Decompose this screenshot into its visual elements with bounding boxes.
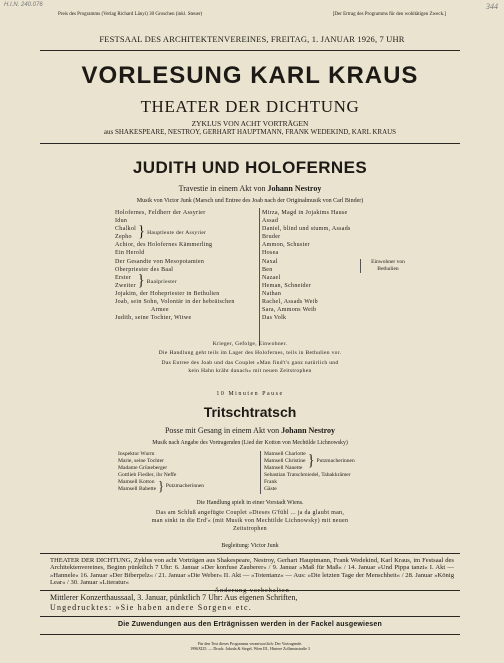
play1-music-note: Musik von Victor Junk (Marsch und Entree des Joab nach der Originalmusik von Carl Binder): [136, 198, 364, 204]
imprint-line1: Für den Text dieses Programms verantwortlich: Der Vortragende.: [197, 641, 303, 646]
divider: [40, 590, 460, 591]
cast-group-priests: [115, 274, 253, 290]
play2-author: Johann Nestroy: [281, 426, 336, 435]
divider: [40, 143, 460, 144]
cast-member: Mamsell Kotton: [118, 479, 155, 486]
cast-member: Erster: [115, 274, 132, 281]
series-title: THEATER DER DICHTUNG: [140, 97, 360, 116]
play1-author: Johann Nestroy: [267, 184, 322, 193]
play1-subtitle: [40, 184, 460, 193]
cast-member: Daniel, blind und stumm, Assads Bruder: [262, 226, 351, 241]
brace: }: [158, 478, 164, 495]
accompaniment: Begleitung: Victor Junk: [221, 543, 279, 549]
play1-location: Die Handlung geht teils im Lager des Holofernes, teils in Bethulien vor.: [158, 350, 342, 356]
cycle-note: Änderung vorbehalten: [214, 586, 290, 594]
cast-group-captains: [115, 225, 253, 241]
inhabitants-label: Einwohner von Bethulien: [360, 259, 413, 273]
play1-cast-left: [115, 209, 253, 322]
series-subtitle: ZYKLUS VON ACHT VORTRÄGEN: [191, 119, 309, 128]
cast-member: Oberpriester des Baal: [115, 266, 174, 273]
fackel-note: Die Zuwendungen aus den Erträgnissen werden in der Fackel ausgewiesen: [118, 621, 382, 628]
play2-cast-left: [118, 451, 253, 494]
play2-couplet-line2: man sinkt in die Erd'« (mit Musik von Mechtilde Lichnowsky) mit neuen: [151, 518, 349, 524]
archive-mark: H.I.N. 240.076: [4, 2, 43, 8]
cast-member: Naxal: [262, 258, 278, 265]
cast-member: Gäste: [260, 486, 420, 493]
cast-member: Nathan: [262, 290, 282, 297]
play2-couplet-line3: Zeitstrophen: [233, 526, 267, 532]
concert-line1: Mittlerer Konzerthaussaal, 3. Januar, pünktlich 7 Uhr: Aus eigenen Schriften,: [50, 593, 298, 602]
cast-member: Jojakim, der Hohepriester in Bethulien: [115, 290, 220, 297]
cast-member: Assad: [262, 218, 279, 225]
cast-member: Zweiter: [115, 282, 136, 289]
cycle-text: THEATER DER DICHTUNG, Zyklus von acht Vorträgen aus Shakespeare, Nestroy, Gerhart Hauptmann, Frank Wedekind, Karl Kraus, im Festsaal des Architektenvereines, Beginn pünktlich 7 Uhr: 6. Januar »Der konfuse Zauberer« / 9. Januar »Maß für Maß« / 14. Januar »Und Pippa tanzt« I. Akt — »Hannele« 16. Januar »Der Biberpelz« / 21. Januar »Die Weber« II. Akt — »Totentanz« — Aus: »Die letzten Tage der Menschheit« / 28. Januar »König Lear« / 30. Januar »Literatur«: [50, 557, 454, 587]
brace: }: [137, 273, 145, 290]
imprint: [40, 641, 460, 651]
cast-member: Idun: [115, 218, 128, 225]
cast-member: Nazael: [262, 274, 281, 281]
cast-member: Mamsell Babette: [118, 486, 157, 493]
play1-couplet-line2: kein Hahn kräht danach« mit neuen Zeitstrophen: [188, 368, 312, 374]
venue-date-line: FESTSAAL DES ARCHITEKTENVEREINES, FREITAG, 1. JANUAR 1926, 7 UHR: [99, 34, 405, 44]
divider: [40, 634, 460, 635]
cast-member: Mamsell Christine: [264, 458, 306, 465]
cast-member: Ben: [262, 266, 273, 273]
play1-couplet-line1: Das Entree des Joab und das Couplet »Man find't's ganz natürlich und: [161, 360, 339, 366]
cast-group-label: Putzmacherinnen: [316, 458, 355, 465]
play2-title: Tritschtratsch: [203, 404, 297, 420]
top-note: [58, 12, 446, 17]
cast-member: Zepho: [115, 234, 132, 241]
play2-music-note: Musik nach Angabe des Vortragenden (Lied der Kotton von Mechtilde Lichnowsky): [152, 440, 348, 446]
play2-location: Die Handlung spielt in einer Vorstadt Wiens.: [196, 500, 304, 506]
cast-group-label: Baalpriester: [146, 278, 177, 285]
cast-group-milliners: [118, 479, 253, 493]
cast-group-label: Putzmacherinnen: [165, 482, 205, 489]
proceeds-note: [Der Ertrag des Programms für den wohltätigen Zweck.]: [332, 12, 446, 17]
cast-member: Rachel, Assads Weib: [262, 299, 318, 306]
cast-member: Hosea: [262, 250, 279, 257]
cast-member: Mamsell Nanette: [264, 465, 303, 472]
imprint-line2: 1996XI25. — Druck: Jahoda & Siegel, Wien III., Hintere Zollamtsstraße 3: [190, 646, 310, 651]
cycle-schedule: [50, 557, 454, 594]
play2-couplet-line1: Das am Schluß angefügte Couplet »Dieses G'fühl ... ja da glaubt man,: [155, 510, 345, 516]
cast-member: Joab, sein Sohn, Volontär in der hebräischen: [115, 299, 235, 306]
play2-genre: Posse mit Gesang in einem Akt von: [164, 426, 282, 435]
cast-member: Frank: [260, 479, 420, 486]
play1-title: JUDITH UND HOLOFERNES: [132, 158, 368, 177]
price-note: Preis des Programms (Verlag Richard Länyi) 30 Groschen (inkl. Steuer): [58, 12, 203, 17]
cast-member: Judith, seine Tochter, Witwe: [115, 315, 192, 322]
cast-member: Das Volk: [262, 315, 287, 322]
cast-member: Heman, Schneider: [262, 282, 312, 289]
cast-member: Chalkol: [115, 226, 137, 233]
divider: [40, 50, 460, 51]
cast-member: Madame Grüneberger: [118, 465, 168, 472]
cast-member: Mamsell Charlotte: [264, 451, 306, 457]
cast-member: Sara, Ammons Weib: [262, 307, 317, 314]
cast-column-divider: [259, 208, 260, 346]
cast-member: Inspektor Wurm: [118, 451, 155, 457]
brace: }: [307, 452, 315, 470]
divider: [40, 616, 460, 617]
concert-announcement: [50, 593, 454, 613]
authors-line: aus SHAKESPEARE, NESTROY, GERHART HAUPTMANN, FRANK WEDEKIND, KARL KRAUS: [103, 128, 397, 136]
play1-genre: Travestie in einem Akt von: [178, 184, 268, 193]
play1-extras: Krieger, Gefolge, Einwohner.: [212, 341, 288, 347]
intermission: 10 Minuten Pause: [216, 391, 284, 397]
cast-group-milliners-right: [260, 451, 420, 472]
play2-subtitle: [40, 426, 460, 435]
cast-member: Ammon, Schuster: [262, 242, 310, 249]
cast-member: Holofernes, Feldherr der Assyrier: [115, 210, 206, 216]
cast-member: Der Gesandte von Mesopotamien: [115, 258, 205, 265]
play2-cast-right: [260, 451, 420, 494]
main-title: VORLESUNG KARL KRAUS: [81, 62, 419, 89]
cast-member: Mirza, Magd in Jojakims Hause: [262, 210, 348, 216]
cast-member: Gottlieb Fiedler, ihr Neffe: [118, 472, 177, 479]
divider: [40, 553, 460, 554]
cast-member: Marie, seine Tochter: [118, 458, 164, 465]
cast-member: Ein Herold: [115, 250, 145, 257]
cast-group-label: Hauptleute der Assyrier: [147, 230, 207, 237]
cast-member: Sebastian Tratschmiedel, Tabakkrämer: [260, 472, 420, 479]
concert-line2: Ungedrucktes: »Sie haben andere Sorgen« etc.: [50, 603, 252, 612]
cast-member: Armee: [151, 307, 169, 314]
cast-member: Achior, des Holofernes Kämmerling: [115, 242, 213, 249]
page-number: 344: [486, 2, 498, 11]
brace: }: [138, 224, 146, 241]
